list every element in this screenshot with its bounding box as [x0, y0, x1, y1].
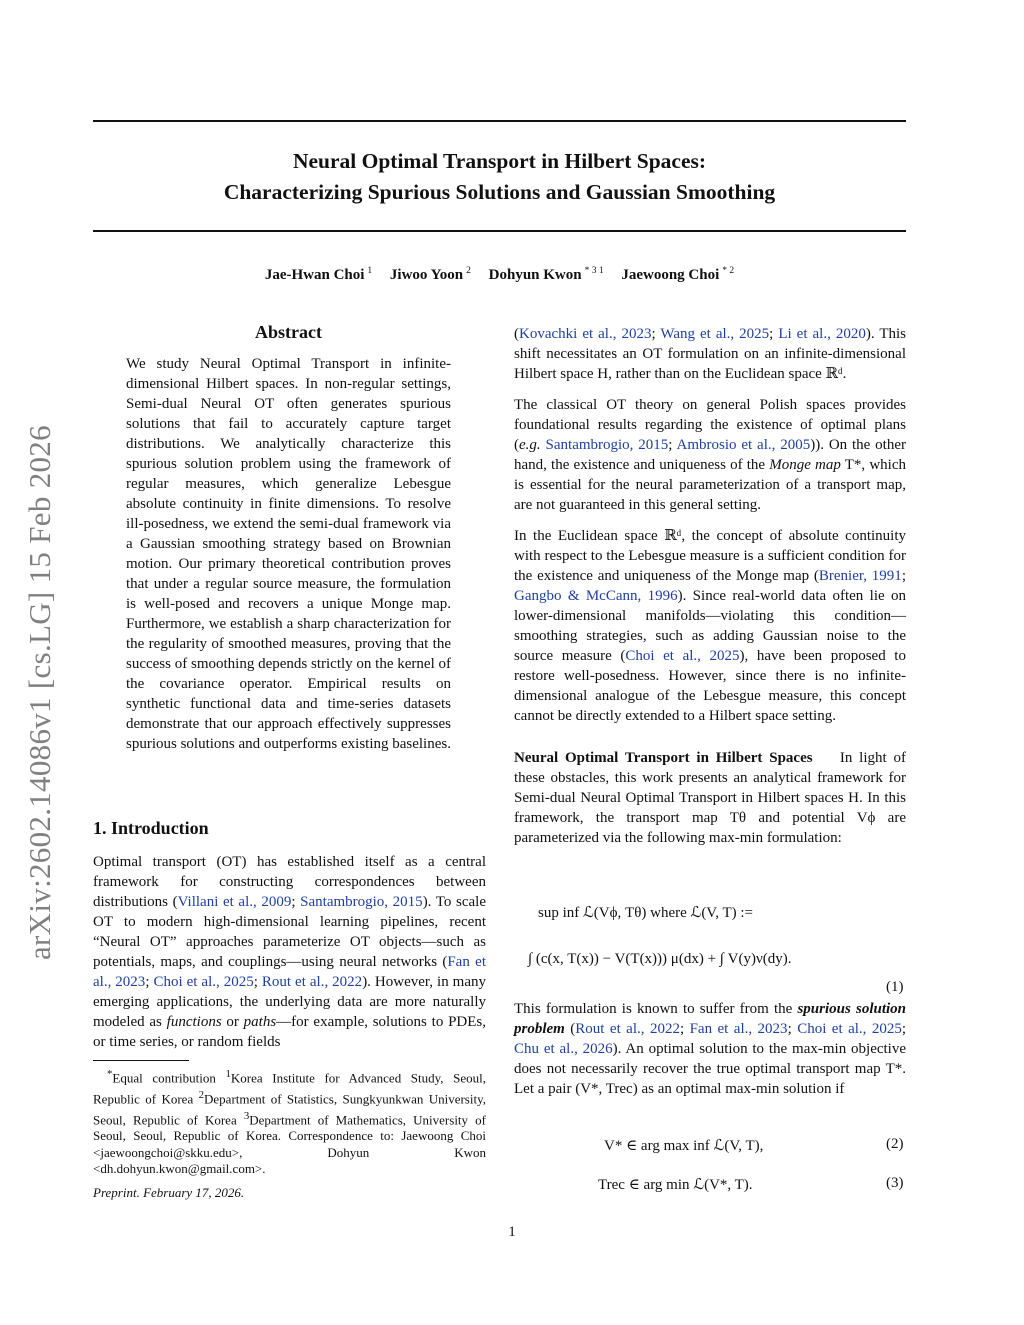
cite-wang-link[interactable]: Wang et al., 2025 — [660, 326, 770, 342]
cite-choi-link[interactable]: Choi et al., 2025 — [153, 974, 254, 990]
cite-brenier-link[interactable]: Brenier, 1991 — [818, 568, 902, 584]
arxiv-sidebar-stamp: arXiv:2602.14086v1 [cs.LG] 15 Feb 2026 — [22, 425, 57, 960]
author-1: Jae-Hwan Choi $^1$ — [264, 266, 373, 283]
preprint-note: Preprint. February 17, 2026. — [93, 1185, 245, 1200]
abstract-block — [126, 322, 451, 754]
cite-li-link[interactable]: Li et al., 2020 — [778, 326, 866, 342]
cite-choi-right-link[interactable]: Choi et al., 2025 — [625, 648, 740, 664]
cite-chu-link[interactable]: Chu et al., 2026 — [514, 1041, 613, 1057]
cite-fan-link[interactable]: Fan et al., 2023 — [93, 954, 486, 990]
right-column — [514, 324, 906, 848]
cite-santambrogio-link[interactable]: Santambrogio, 2015 — [300, 894, 423, 910]
equation-1-number: (1) — [886, 979, 904, 995]
title-top-rule — [93, 120, 906, 122]
cite-ambrosio-link[interactable]: Ambrosio et al., 2005 — [676, 437, 811, 453]
title-line-1: Neural Optimal Transport in Hilbert Spaces: — [292, 149, 707, 173]
paragraph-heading-neural-ot: Neural Optimal Transport in Hilbert Spaces — [514, 750, 813, 766]
cite-rout-right-link[interactable]: Rout et al., 2022 — [575, 1021, 680, 1037]
author-2: Jiwoo Yoon $^2$ — [389, 266, 471, 283]
right-paragraph-4: This formulation is known to suffer from the spurious solution problem (Rout et al., 2022; Fan et al., 2023; Choi et al., 2025; Chu et al., 2026). An optimal solution to the max-min objective does not necessarily recover the true optimal transport map T*. Let a pair (V*, Trec) as an optimal max-min solution if — [514, 1001, 907, 1097]
equation-1-line-1: sup inf ℒ(Vϕ, Tθ) where ℒ(V, T) := — [538, 905, 753, 921]
cite-santambrogio-right-link[interactable]: Santambrogio, 2015 — [545, 437, 669, 453]
equation-3: Trec ∈ arg min ℒ(V*, T). — [598, 1177, 753, 1193]
introduction-heading: 1. Introduction — [93, 818, 209, 838]
page-number: 1 — [508, 1224, 516, 1240]
footnote-rule — [93, 1060, 189, 1061]
cite-villani-link[interactable]: Villani et al., 2009 — [177, 894, 292, 910]
introduction-block — [93, 818, 486, 1052]
author-4: Jaewoong Choi $^{* 2}$ — [621, 266, 735, 283]
right-paragraph-2: In the Euclidean space ℝᵈ, the concept of absolute continuity with respect to the Lebesgue measure is a sufficient condition for the existence and uniqueness of the Monge map (Brenier, 1991; Gangbo & McCann, 1996). Since real-world data often lie on lower-dimensional manifolds—violating this condition—smoothing strategies, such as adding Gaussian noise to the source measure (Choi et al., 2025), have been proposed to restore well-posedness. However, since there is no infinite-dimensional analogue of the Lebesgue measure, this concept cannot be directly extended to a Hilbert space setting. — [514, 528, 906, 724]
author-3: Dohyun Kwon $^{* 3 1}$ — [488, 266, 604, 283]
author-list — [93, 266, 906, 284]
right-paragraph-0: (Kovachki et al., 2023; Wang et al., 2025; Li et al., 2020). This shift necessitates an OT formulation on an infinite-dimensional Hilbert space H, rather than on the Euclidean space ℝᵈ. — [514, 326, 906, 382]
abstract-text: We study Neural Optimal Transport in infinite-dimensional Hilbert spaces. In non-regular settings, Semi-dual Neural OT often generates spurious solutions that fail to accurately capture target distributions. We analytically characterize this spurious solution problem using the framework of regular measures, which generalize Lebesgue absolute continuity in finite dimensions. To resolve ill-posedness, we extend the semi-dual framework via a Gaussian smoothing strategy based on Brownian motion. Our primary theoretical contribution proves that under a regular source measure, the formulation is well-posed and recovers a unique Monge map. Furthermore, we establish a sharp characterization for the regularity of smoothed measures, proving that the success of smoothing depends strictly on the kernel of the covariance operator. Empirical results on synthetic functional data and time-series datasets demonstrate that our approach effectively suppresses spurious solutions and outperforms existing baselines. — [126, 356, 451, 752]
equation-2: V* ∈ arg max inf ℒ(V, T), — [604, 1138, 764, 1154]
title-bottom-rule — [93, 230, 906, 232]
cite-rout-link[interactable]: Rout et al., 2022 — [261, 974, 363, 990]
equation-3-number: (3) — [886, 1175, 904, 1191]
cite-choi-right2-link[interactable]: Choi et al., 2025 — [797, 1021, 902, 1037]
introduction-paragraph: Optimal transport (OT) has established itself as a central framework for constructing correspondences between distributions (Villani et al., 2009; Santambrogio, 2015). To scale OT to modern high-dimensional learning pipelines, recent “Neural OT” approaches parameterize OT objects—such as potentials, maps, and couplings—using neural networks (Fan et al., 2023; Choi et al., 2025; Rout et al., 2022). However, in many emerging applications, the underlying data are more naturally modeled as functions or paths—for example, solutions to PDEs, or time series, or random fields — [93, 854, 486, 1050]
right-paragraph-3: Neural Optimal Transport in Hilbert Spaces In light of these obstacles, this work presents an analytical framework for Semi-dual Neural Optimal Transport in Hilbert spaces H. In this framework, the transport map Tθ and potential Vϕ are parameterized via the following max-min formulation: — [514, 750, 906, 846]
paper-title — [93, 146, 906, 208]
cite-fan-right-link[interactable]: Fan et al., 2023 — [689, 1021, 788, 1037]
footnote: *Equal contribution $^1$Korea Institute for Advanced Study, Seoul, Republic of Korea $^2$Department of Statistics, Sungkyunkwan University, Seoul, Republic of Korea $^3$Department of Mathematics, University of Seoul, Seoul, Republic of Korea. Correspondence to: Jaewoong Choi <jaewoongchoi@skku.edu>, Dohyun Kwon <dh.dohyun.kwon@gmail.com>. — [93, 1068, 486, 1177]
cite-kovachki-link[interactable]: Kovachki et al., 2023 — [519, 326, 652, 342]
right-paragraph-1: The classical OT theory on general Polish spaces provides foundational results regarding the existence of optimal plans (e.g. Santambrogio, 2015; Ambrosio et al., 2005)). On the other hand, the existence and uniqueness of the Monge map T*, which is essential for the neural parameterization of a transport map, are not guaranteed in this general setting. — [514, 397, 907, 513]
abstract-heading: Abstract — [255, 322, 322, 342]
title-line-2: Characterizing Spurious Solutions and Gaussian Smoothing — [223, 180, 776, 204]
equation-2-number: (2) — [886, 1136, 904, 1152]
equation-1-line-2: ∫ (c(x, T(x)) − V(T(x))) μ(dx) + ∫ V(y)ν(dy). — [528, 951, 792, 967]
cite-gangbo-link[interactable]: Gangbo & McCann, 1996 — [514, 588, 678, 604]
